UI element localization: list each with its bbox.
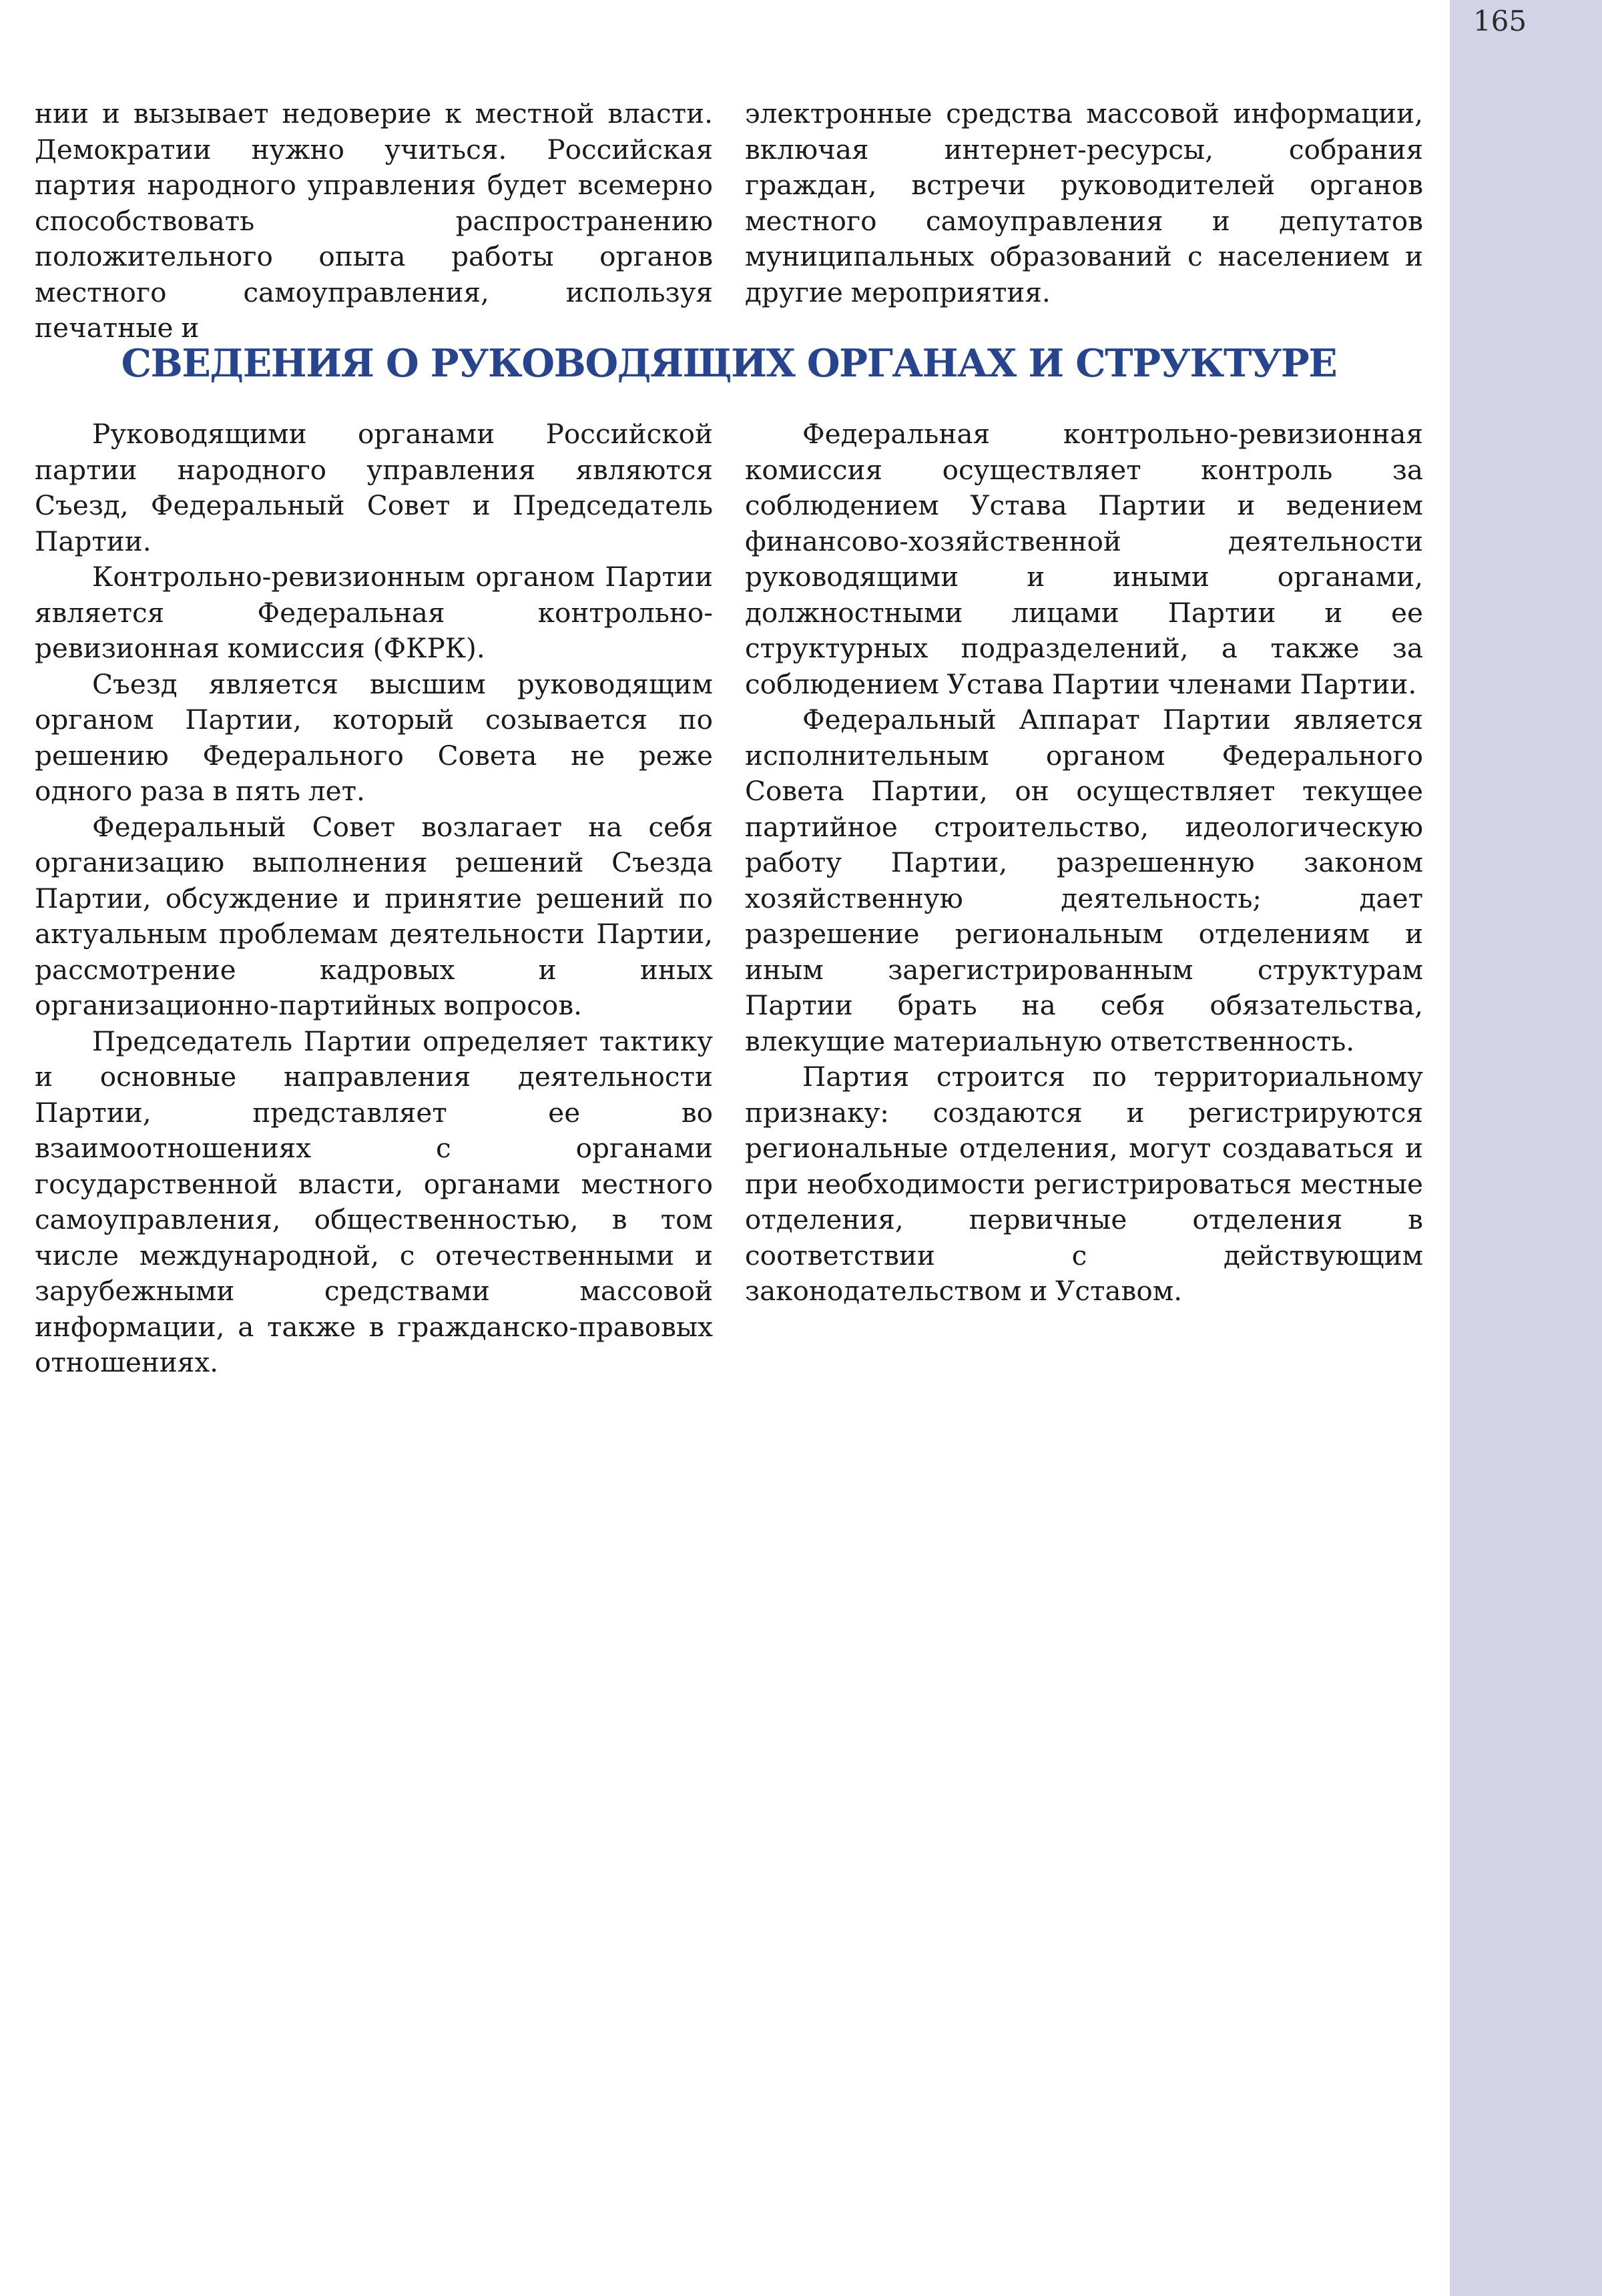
left-column: [35, 416, 713, 1381]
paragraph-congress: Съезд является высшим руководящим органом Партии, который созывается по решению Федерального Совета не реже одного раза в пять лет.: [35, 667, 713, 807]
paragraph-audit-commission: Федеральная контрольно-ревизионная комиссия осуществляет контроль за соблюдением Устава Партии и ведением финансово-хозяйственной деятельности руководящими и иными органами, должностными лицами Партии и ее структурных подразделений, а также за соблюдением Устава Партии членами Партии.: [745, 418, 1423, 700]
page-number: 165: [1473, 5, 1527, 37]
side-color-band: [1450, 0, 1602, 2296]
right-column: [745, 416, 1423, 1310]
paragraph-continuation-left: нии и вызывает недоверие к местной власти. Демократии нужно учиться. Российская партия народного управления будет всемерно способствовать распространению положительного опыта работы органов местного самоуправления, используя печатные и: [35, 97, 713, 344]
paragraph-audit-body: Контрольно-ревизионным органом Партии является Федеральная контрольно-ревизионная комиссия (ФКРК).: [35, 561, 713, 664]
paragraph-federal-council: Федеральный Совет возлагает на себя организацию выполнения решений Съезда Партии, обсуждение и принятие решений по актуальным проблемам деятельности Партии, рассмотрение кадровых и иных организационно-партийных вопросов.: [35, 810, 713, 1021]
paragraph-chairman: Председатель Партии определяет тактику и основные направления деятельности Партии, представляет ее во взаимоотношениях с органами государственной власти, органами местного самоуправления, общественностью, в том числе международной, с отечественными и зарубежными средствами массовой информации, а также в гражданско-правовых отношениях.: [35, 1025, 713, 1378]
paragraph-federal-apparatus: Федеральный Аппарат Партии является исполнительным органом Федерального Совета Партии, он осуществляет текущее партийное строительство, идеологическую работу Партии, разрешенную законом хозяйственную деятельность; дает разрешение региональным отделениям и иным зарегистрированным структурам Партии брать на себя обязательства, влекущие материальную ответственность.: [745, 703, 1423, 1057]
paragraph-governing-bodies: Руководящими органами Российской партии народного управления являются Съезд, Федеральный Совет и Председатель Партии.: [35, 418, 713, 557]
top-left-text-block: [35, 96, 713, 346]
paragraph-continuation-right: электронные средства массовой информации, включая интернет-ресурсы, собрания граждан, встречи руководителей органов местного самоуправления и депутатов муниципальных образований с населением и другие мероприятия.: [745, 97, 1423, 308]
section-heading: СВЕДЕНИЯ О РУКОВОДЯЩИХ ОРГАНАХ И СТРУКТУРЕ: [121, 341, 1337, 386]
paragraph-territorial-structure: Партия строится по территориальному признаку: создаются и регистрируются региональные отделения, могут создаваться и при необходимости регистрироваться местные отделения, первичные отделения в соответствии с действующим законодательством и Уставом.: [745, 1061, 1423, 1307]
top-right-text-block: [745, 96, 1423, 310]
